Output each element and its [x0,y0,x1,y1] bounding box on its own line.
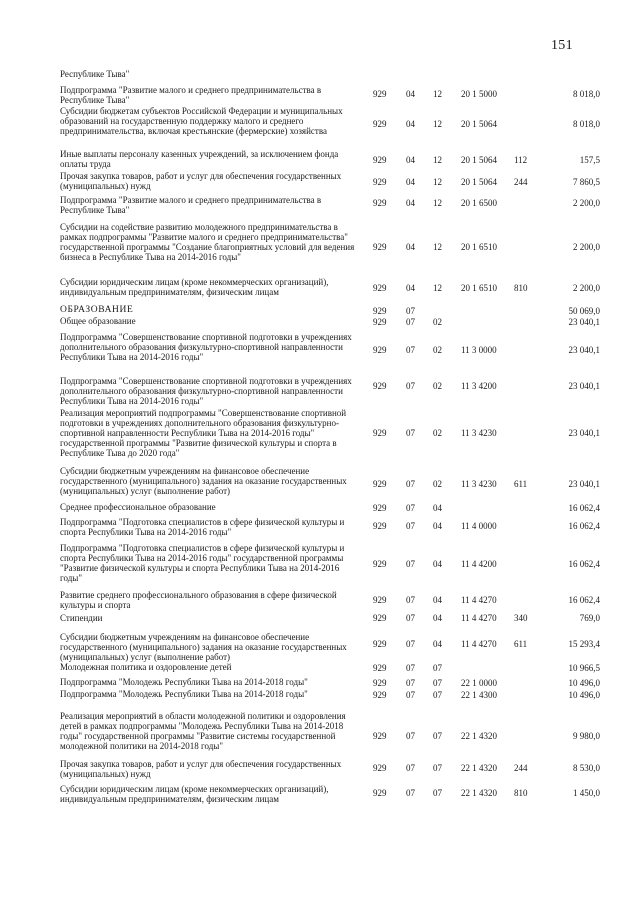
section-code: 07 [406,381,415,391]
section-code: 07 [406,788,415,798]
row-description: Прочая закупка товаров, работ и услуг для обеспечения государственных (муниципальных) нужд [60,171,342,191]
subsection-code: 12 [433,155,442,165]
row-description: Подпрограмма "Подготовка специалистов в сфере физической культуры и спорта Республики Тыва на 2014-2016 годы" государственной программы "Развитие физической культуры и спорта Республики Тыва на 2014-2016 годы" [60,543,345,583]
ministry-code: 929 [373,317,387,327]
target-article-code: 11 3 4230 [461,428,497,438]
row-description: Подпрограмма "Совершенствование спортивной подготовки в учреждениях дополнительного образования физкультурно-спортивной направленности Республики Тыва на 2014-2016 годы" [60,376,352,406]
subsection-code: 07 [433,678,442,688]
ministry-code: 929 [373,613,387,623]
row-description: Субсидии бюджетам субъектов Российской Федерации и муниципальных образований на государственную поддержку малого и среднего предпринимательства, включая крестьянские (фермерские) хозяйства [60,106,343,136]
subsection-code: 02 [433,345,442,355]
amount: 10 496,0 [568,678,600,688]
amount: 23 040,1 [568,428,600,438]
section-code: 04 [406,242,415,252]
row-description: Реализация мероприятий подпрограммы "Совершенствование спортивной подготовки в учреждениях дополнительного образования физкультурно-спортивной направленности Республики Тыва на 2014-2016 годы" государственной программы "Развитие физической культуры и спорта в Республике Тыва до 2020 года" [60,408,347,458]
amount: 7 860,5 [573,177,600,187]
expense-type-code: 244 [514,763,528,773]
amount: 16 062,4 [568,503,600,513]
row-description: Подпрограмма "Совершенствование спортивной подготовки в учреждениях дополнительного образования физкультурно-спортивной направленности Республики Тыва на 2014-2016 годы" [60,332,352,362]
target-article-code: 11 4 4270 [461,613,497,623]
target-article-code: 11 4 4270 [461,595,497,605]
subsection-code: 12 [433,177,442,187]
row-description: Подпрограмма "Развитие малого и среднего предпринимательства в Республике Тыва" [60,195,322,215]
expense-type-code: 112 [514,155,528,165]
expense-type-code: 611 [514,639,528,649]
ministry-code: 929 [373,639,387,649]
target-article-code: 22 1 4320 [461,788,497,798]
subsection-code: 02 [433,381,442,391]
ministry-code: 929 [373,306,387,316]
row-description: Субсидии юридическим лицам (кроме некоммерческих организаций), индивидуальным предпринимателям, физическим лицам [60,277,329,297]
row-description: Общее образование [60,316,136,326]
ministry-code: 929 [373,663,387,673]
section-code: 07 [406,428,415,438]
row-description: Молодежная политика и оздоровление детей [60,662,232,672]
amount: 9 980,0 [573,731,600,741]
ministry-code: 929 [373,198,387,208]
section-code: 07 [406,731,415,741]
row-description: Иные выплаты персоналу казенных учреждений, за исключением фонда оплаты труда [60,149,339,169]
expense-type-code: 810 [514,283,528,293]
section-code: 04 [406,283,415,293]
target-article-code: 11 4 4200 [461,559,497,569]
amount: 23 040,1 [568,479,600,489]
row-description: Прочая закупка товаров, работ и услуг для обеспечения государственных (муниципальных) нужд [60,759,342,779]
ministry-code: 929 [373,788,387,798]
ministry-code: 929 [373,428,387,438]
subsection-code: 04 [433,559,442,569]
subsection-code: 02 [433,479,442,489]
subsection-code: 12 [433,119,442,129]
target-article-code: 22 1 4300 [461,690,497,700]
section-code: 07 [406,595,415,605]
amount: 769,0 [579,613,600,623]
target-article-code: 20 1 5064 [461,177,497,187]
subsection-code: 04 [433,503,442,513]
subsection-code: 07 [433,690,442,700]
amount: 157,5 [579,155,600,165]
row-description: Подпрограмма "Молодежь Республики Тыва на 2014-2018 годы" [60,689,308,699]
ministry-code: 929 [373,503,387,513]
section-code: 04 [406,177,415,187]
ministry-code: 929 [373,763,387,773]
row-description: Субсидии юридическим лицам (кроме некоммерческих организаций), индивидуальным предпринимателям, физическим лицам [60,784,329,804]
subsection-code: 02 [433,317,442,327]
section-code: 07 [406,345,415,355]
target-article-code: 20 1 6510 [461,283,497,293]
section-code: 07 [406,663,415,673]
subsection-code: 04 [433,639,442,649]
target-article-code: 20 1 5064 [461,155,497,165]
expense-type-code: 611 [514,479,528,489]
amount: 8 018,0 [573,89,600,99]
amount: 15 293,4 [568,639,600,649]
target-article-code: 20 1 6510 [461,242,497,252]
amount: 2 200,0 [573,242,600,252]
ministry-code: 929 [373,345,387,355]
section-code: 07 [406,639,415,649]
ministry-code: 929 [373,731,387,741]
ministry-code: 929 [373,242,387,252]
row-description: Реализация мероприятий в области молодежной политики и оздоровления детей в рамках подпрограммы "Молодежь Республики Тыва на 2014-2018 годы" государственной программы "Развитие системы государственной молодежной политики на 2014-2018 годы" [60,711,346,751]
expense-type-code: 340 [514,613,528,623]
ministry-code: 929 [373,479,387,489]
section-code: 07 [406,559,415,569]
subsection-code: 04 [433,521,442,531]
amount: 16 062,4 [568,595,600,605]
expense-type-code: 810 [514,788,528,798]
row-description: Подпрограмма "Молодежь Республики Тыва на 2014-2018 годы" [60,677,308,687]
target-article-code: 11 3 0000 [461,345,497,355]
row-description: ОБРАЗОВАНИЕ [60,305,134,315]
subsection-code: 02 [433,428,442,438]
section-code: 07 [406,763,415,773]
ministry-code: 929 [373,690,387,700]
row-description: Подпрограмма "Подготовка специалистов в сфере физической культуры и спорта Республики Тыва на 2014-2016 годы" [60,517,345,537]
subsection-code: 07 [433,788,442,798]
target-article-code: 11 3 4200 [461,381,497,391]
target-article-code: 20 1 6500 [461,198,497,208]
subsection-code: 12 [433,198,442,208]
amount: 8 530,0 [573,763,600,773]
target-article-code: 22 1 0000 [461,678,497,688]
row-description: Субсидии бюджетным учреждениям на финансовое обеспечение государственного (муниципального) задания на оказание государственных (муниципальных) услуг (выполнение работ) [60,632,347,662]
section-code: 07 [406,613,415,623]
expense-type-code: 244 [514,177,528,187]
ministry-code: 929 [373,89,387,99]
subsection-code: 07 [433,763,442,773]
row-description: Субсидии на содействие развитию молодежного предпринимательства в рамках подпрограммы "Развитие малого и среднего предпринимательства" государственной программы "Создание благоприятных условий для ведения бизнеса в Республике Тыва на 2014-2016 годы" [60,222,355,262]
amount: 10 966,5 [568,663,600,673]
row-description: Республике Тыва" [60,69,130,79]
target-article-code: 11 4 4270 [461,639,497,649]
row-description: Среднее профессиональное образование [60,502,216,512]
ministry-code: 929 [373,155,387,165]
subsection-code: 12 [433,242,442,252]
target-article-code: 11 3 4230 [461,479,497,489]
ministry-code: 929 [373,559,387,569]
target-article-code: 22 1 4320 [461,731,497,741]
subsection-code: 04 [433,613,442,623]
row-description: Подпрограмма "Развитие малого и среднего предпринимательства в Республике Тыва" [60,85,322,105]
ministry-code: 929 [373,283,387,293]
amount: 50 069,0 [568,306,600,316]
row-description: Развитие среднего профессионального образования в сфере физической культуры и спорта [60,590,337,610]
target-article-code: 22 1 4320 [461,763,497,773]
ministry-code: 929 [373,177,387,187]
section-code: 04 [406,89,415,99]
target-article-code: 20 1 5000 [461,89,497,99]
subsection-code: 12 [433,89,442,99]
amount: 2 200,0 [573,283,600,293]
ministry-code: 929 [373,381,387,391]
section-code: 07 [406,521,415,531]
section-code: 07 [406,317,415,327]
subsection-code: 04 [433,595,442,605]
section-code: 07 [406,678,415,688]
ministry-code: 929 [373,595,387,605]
section-code: 07 [406,479,415,489]
section-code: 04 [406,119,415,129]
amount: 2 200,0 [573,198,600,208]
subsection-code: 12 [433,283,442,293]
ministry-code: 929 [373,119,387,129]
subsection-code: 07 [433,663,442,673]
section-code: 04 [406,198,415,208]
amount: 23 040,1 [568,381,600,391]
section-code: 07 [406,306,415,316]
page-number: 151 [551,38,573,53]
row-description: Субсидии бюджетным учреждениям на финансовое обеспечение государственного (муниципального) задания на оказание государственных (муниципальных) услуг (выполнение работ) [60,466,347,496]
subsection-code: 07 [433,731,442,741]
ministry-code: 929 [373,678,387,688]
amount: 16 062,4 [568,559,600,569]
ministry-code: 929 [373,521,387,531]
amount: 23 040,1 [568,317,600,327]
amount: 10 496,0 [568,690,600,700]
amount: 1 450,0 [573,788,600,798]
amount: 8 018,0 [573,119,600,129]
target-article-code: 11 4 0000 [461,521,497,531]
section-code: 04 [406,155,415,165]
amount: 23 040,1 [568,345,600,355]
row-description: Стипендии [60,613,103,623]
target-article-code: 20 1 5064 [461,119,497,129]
section-code: 07 [406,690,415,700]
amount: 16 062,4 [568,521,600,531]
section-code: 07 [406,503,415,513]
